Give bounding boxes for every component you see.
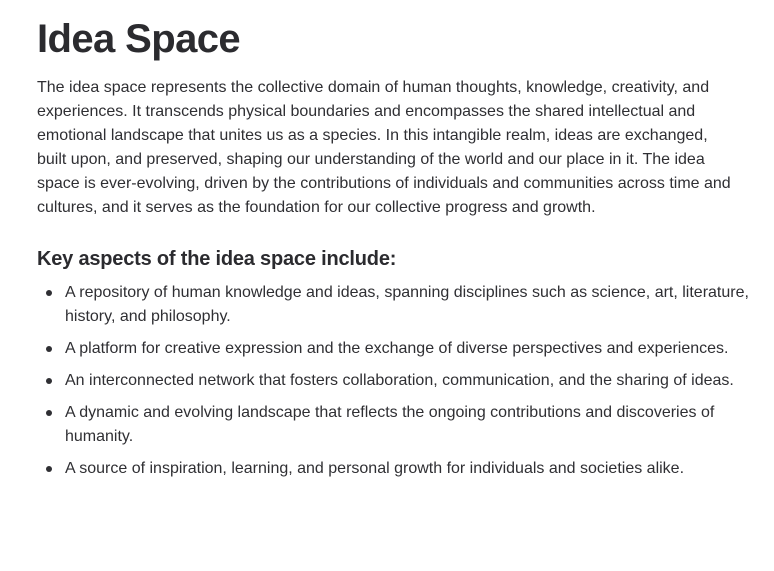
page-title: Idea Space	[37, 17, 241, 61]
list-item	[37, 337, 765, 361]
list-item	[37, 281, 765, 329]
bullet-icon	[46, 346, 52, 352]
list-item-text: A dynamic and evolving landscape that reflects the ongoing contributions and discoveries of humanity.	[65, 404, 715, 445]
list-item	[37, 369, 765, 393]
list-item-text: A platform for creative expression and the exchange of diverse perspectives and experiences.	[65, 340, 729, 357]
bullet-icon	[46, 466, 52, 472]
intro-paragraph: The idea space represents the collective domain of human thoughts, knowledge, creativity, and experiences. It transcends physical boundaries and encompasses the shared intellectual and emotional landscape that unites us as a species. In this intangible realm, ideas are exchanged, built upon, and preserved, shaping our understanding of the world and our place in it. The idea space is ever-evolving, driven by the contributions of individuals and communities across time and cultures, and it serves as the foundation for our collective progress and growth.	[37, 79, 731, 216]
aspects-heading: Key aspects of the idea space include:	[37, 248, 397, 270]
list-item-text: A source of inspiration, learning, and personal growth for individuals and societies alike.	[65, 460, 685, 477]
bullet-icon	[46, 290, 52, 296]
bullet-icon	[46, 410, 52, 416]
list-item	[37, 457, 765, 481]
list-item-text: An interconnected network that fosters collaboration, communication, and the sharing of ideas.	[65, 372, 734, 389]
list-item-text: A repository of human knowledge and ideas, spanning disciplines such as science, art, literature, history, and philosophy.	[65, 284, 749, 325]
aspects-list	[37, 281, 749, 481]
list-item	[37, 401, 765, 449]
bullet-icon	[46, 378, 52, 384]
